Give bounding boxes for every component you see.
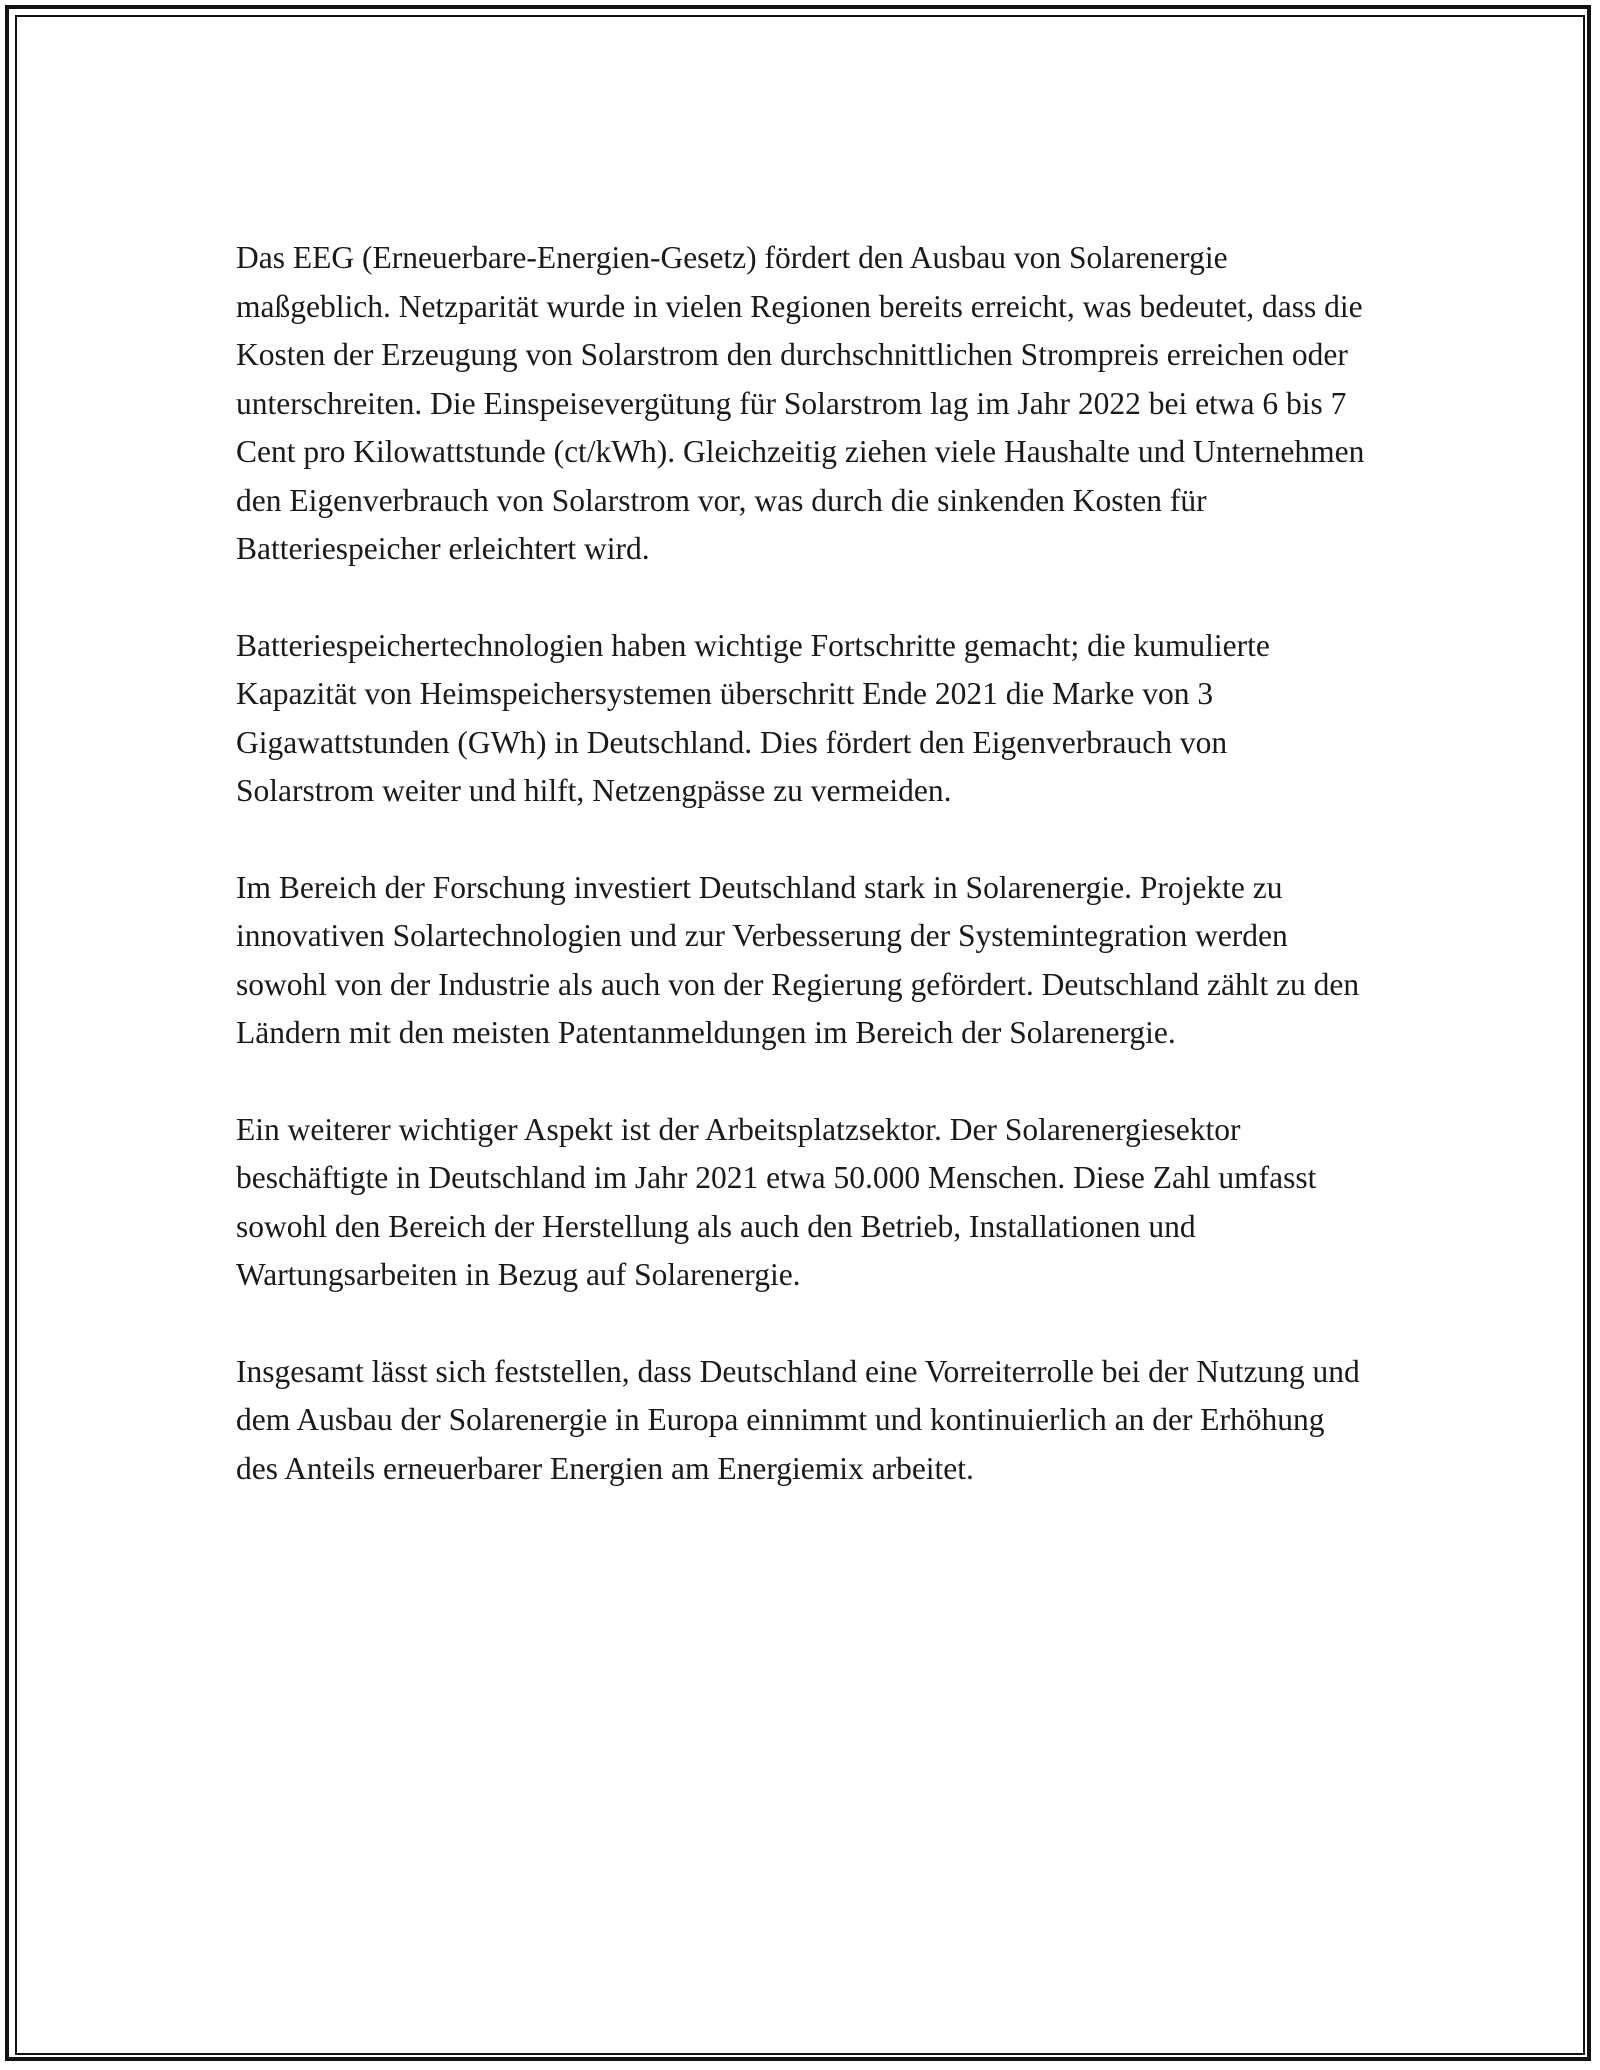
paragraph-fazit: Insgesamt lässt sich feststellen, dass Deutschland eine Vorreiterrolle bei der Nutzung und dem Ausbau der Solarenergie in Europa einnimmt und kontinuierlich an der Erhöhung des Anteils erneuerbarer Energien am Energiemix arbeitet. <box>236 1353 1360 1486</box>
paragraph-eeg-netzparitaet: Das EEG (Erneuerbare-Energien-Gesetz) fördert den Ausbau von Solarenergie maßgeblich. Netzparität wurde in vielen Regionen bereits erreicht, was bedeutet, dass die Kosten der Erzeugung von Solarstrom den durchschnittlichen Strompreis erreichen oder unterschreiten. Die Einspeisevergütung für Solarstrom lag im Jahr 2022 bei etwa 6 bis 7 Cent pro Kilowattstunde (ct/kWh). Gleichzeitig ziehen viele Haushalte und Unternehmen den Eigenverbrauch von Solarstrom vor, was durch die sinkenden Kosten für Batteriespeicher erleichtert wird. <box>236 240 1365 566</box>
paragraph-arbeitsplatzsektor: Ein weiterer wichtiger Aspekt ist der Arbeitsplatzsektor. Der Solarenergiesektor beschäftigte in Deutschland im Jahr 2021 etwa 50.000 Menschen. Diese Zahl umfasst sowohl den Bereich der Herstellung als auch den Betrieb, Installationen und Wartungsarbeiten in Bezug auf Solarenergie. <box>236 1111 1317 1292</box>
paragraph-batteriespeicher: Batteriespeichertechnologien haben wichtige Fortschritte gemacht; die kumulierte Kapazität von Heimspeichersystemen überschritt Ende 2021 die Marke von 3 Gigawattstunden (GWh) in Deutschland. Dies fördert den Eigenverbrauch von Solarstrom weiter und hilft, Netzengpässe zu vermeiden. <box>236 627 1270 808</box>
paragraph-forschung: Im Bereich der Forschung investiert Deutschland stark in Solarenergie. Projekte zu innovativen Solartechnologien und zur Verbesserung der Systemintegration werden sowohl von der Industrie als auch von der Regierung gefördert. Deutschland zählt zu den Ländern mit den meisten Patentanmeldungen im Bereich der Solarenergie. <box>236 869 1360 1050</box>
document-body <box>236 234 1366 1541</box>
